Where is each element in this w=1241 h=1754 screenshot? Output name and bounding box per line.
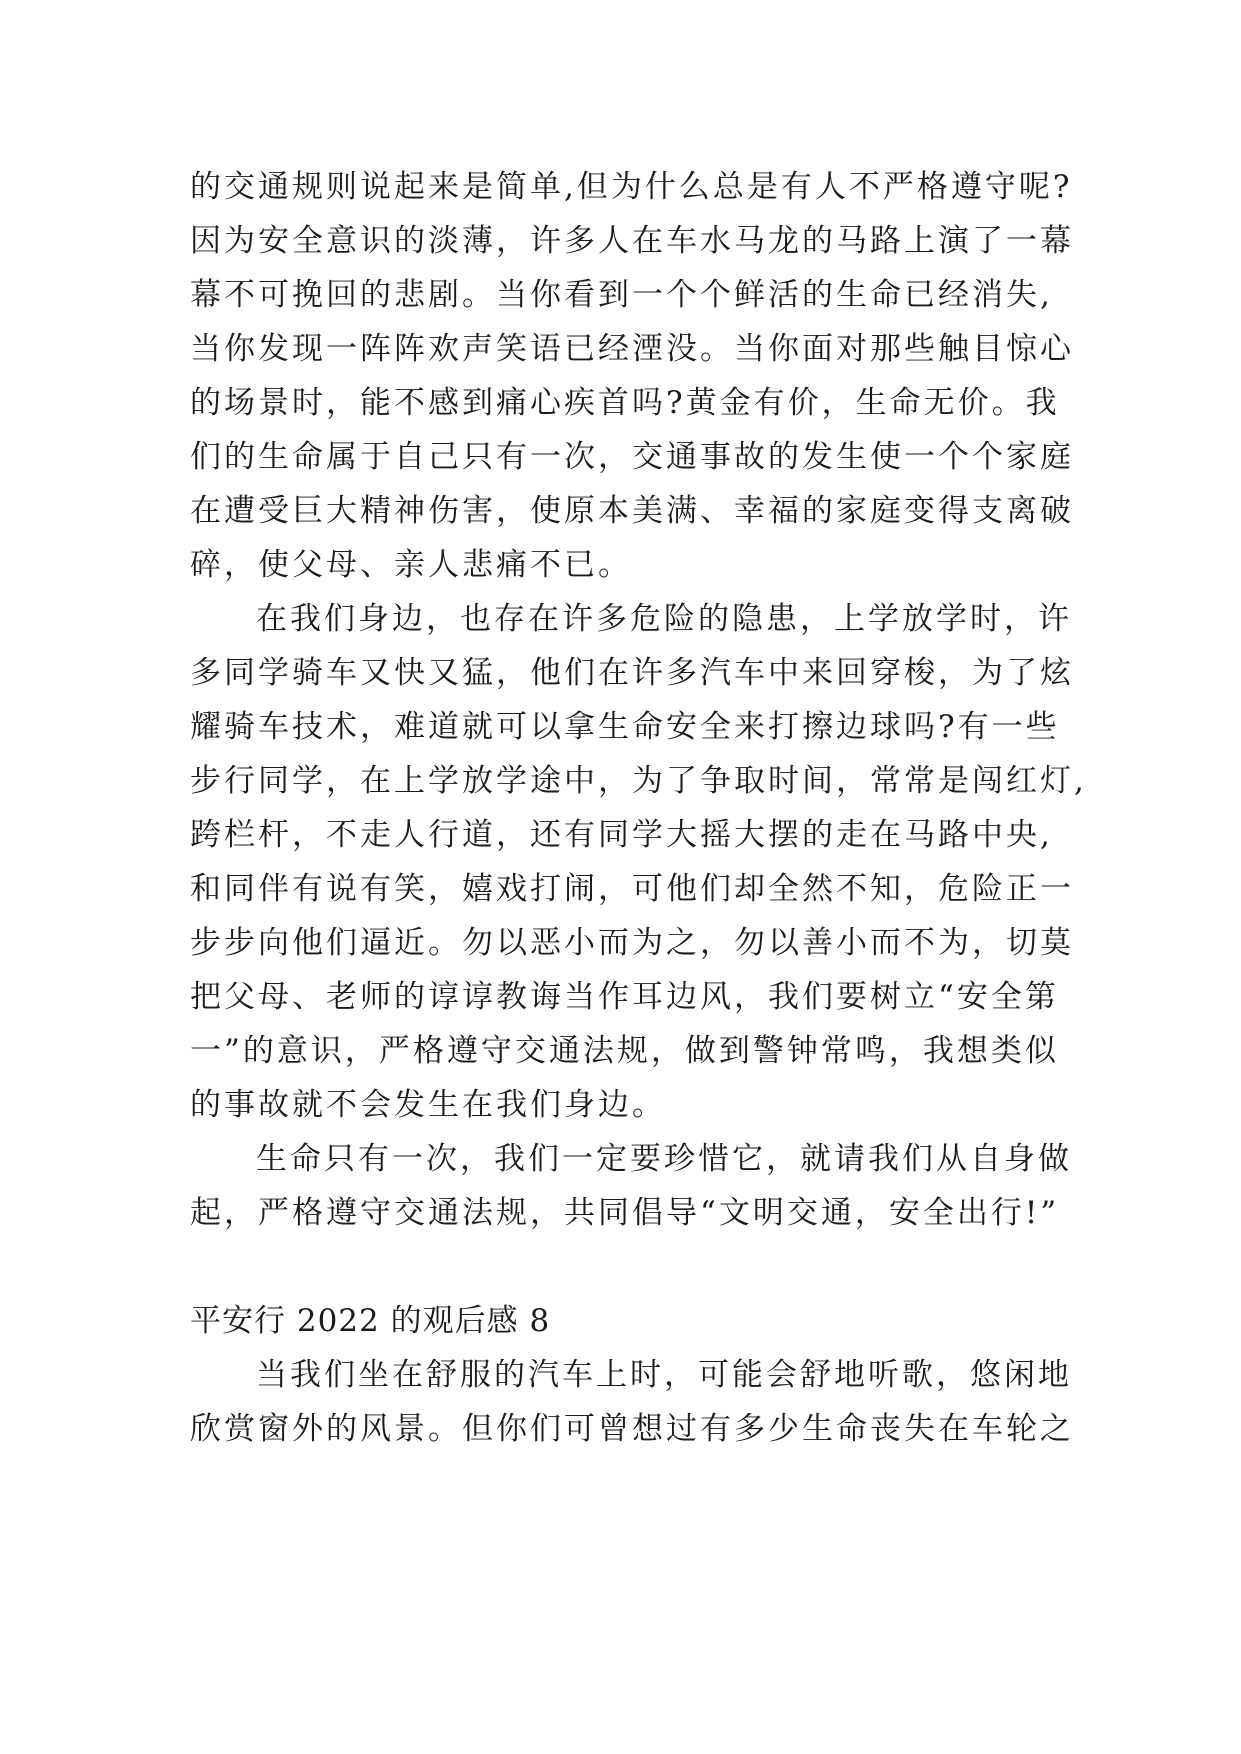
text-line: 们的生命属于自己只有一次，交通事故的发生使一个个家庭	[190, 439, 1074, 475]
text-line: 把父母、老师的谆谆教诲当作耳边风，我们要树立“安全第	[190, 979, 1059, 1015]
text-line: 的事故就不会发生在我们身边。	[190, 1087, 666, 1123]
text-line: 当你发现一阵阵欢声笑语已经湮没。当你面对那些触目惊心	[190, 331, 1074, 367]
paragraph-first-line: 当我们坐在舒服的汽车上时，可能会舒地听歌，悠闲地	[256, 1357, 1072, 1393]
text-line: 多同学骑车又快又猛，他们在许多汽车中来回穿梭，为了炫	[190, 655, 1074, 691]
text-line: 碎，使父母、亲人悲痛不已。	[190, 547, 632, 583]
text-line: 一”的意识，严格遵守交通法规，做到警钟常鸣，我想类似	[190, 1033, 1059, 1069]
text-line: 因为安全意识的淡薄，许多人在车水马龙的马路上演了一幕	[190, 223, 1074, 259]
paragraph-first-line: 在我们身边，也存在许多危险的隐患，上学放学时，许	[256, 601, 1072, 637]
text-line: 跨栏杆，不走人行道，还有同学大摇大摆的走在马路中央,	[190, 817, 1053, 853]
text-line: 起，严格遵守交通法规，共同倡导“文明交通，安全出行!”	[190, 1195, 1060, 1231]
text-line: 的场景时，能不感到痛心疾首吗?黄金有价，生命无价。我	[190, 385, 1060, 421]
paragraph-first-line: 生命只有一次，我们一定要珍惜它，就请我们从自身做	[256, 1141, 1072, 1177]
text-line: 的交通规则说起来是简单,但为什么总是有人不严格遵守呢?	[190, 169, 1073, 205]
text-line: 欣赏窗外的风景。但你们可曾想过有多少生命丧失在车轮之	[190, 1411, 1074, 1447]
text-line: 在遭受巨大精神伤害，使原本美满、幸福的家庭变得支离破	[190, 493, 1074, 529]
text-line: 耀骑车技术，难道就可以拿生命安全来打擦边球吗?有一些	[190, 709, 1060, 745]
text-line: 和同伴有说有笑，嬉戏打闹，可他们却全然不知，危险正一	[190, 871, 1074, 907]
text-line: 幕不可挽回的悲剧。当你看到一个个鲜活的生命已经消失,	[190, 277, 1053, 313]
text-line: 步步向他们逼近。勿以恶小而为之，勿以善小而不为，切莫	[190, 925, 1074, 961]
section-heading: 平安行 2022 的观后感 8	[190, 1303, 551, 1339]
text-line: 步行同学，在上学放学途中，为了争取时间，常常是闯红灯,	[190, 763, 1087, 799]
